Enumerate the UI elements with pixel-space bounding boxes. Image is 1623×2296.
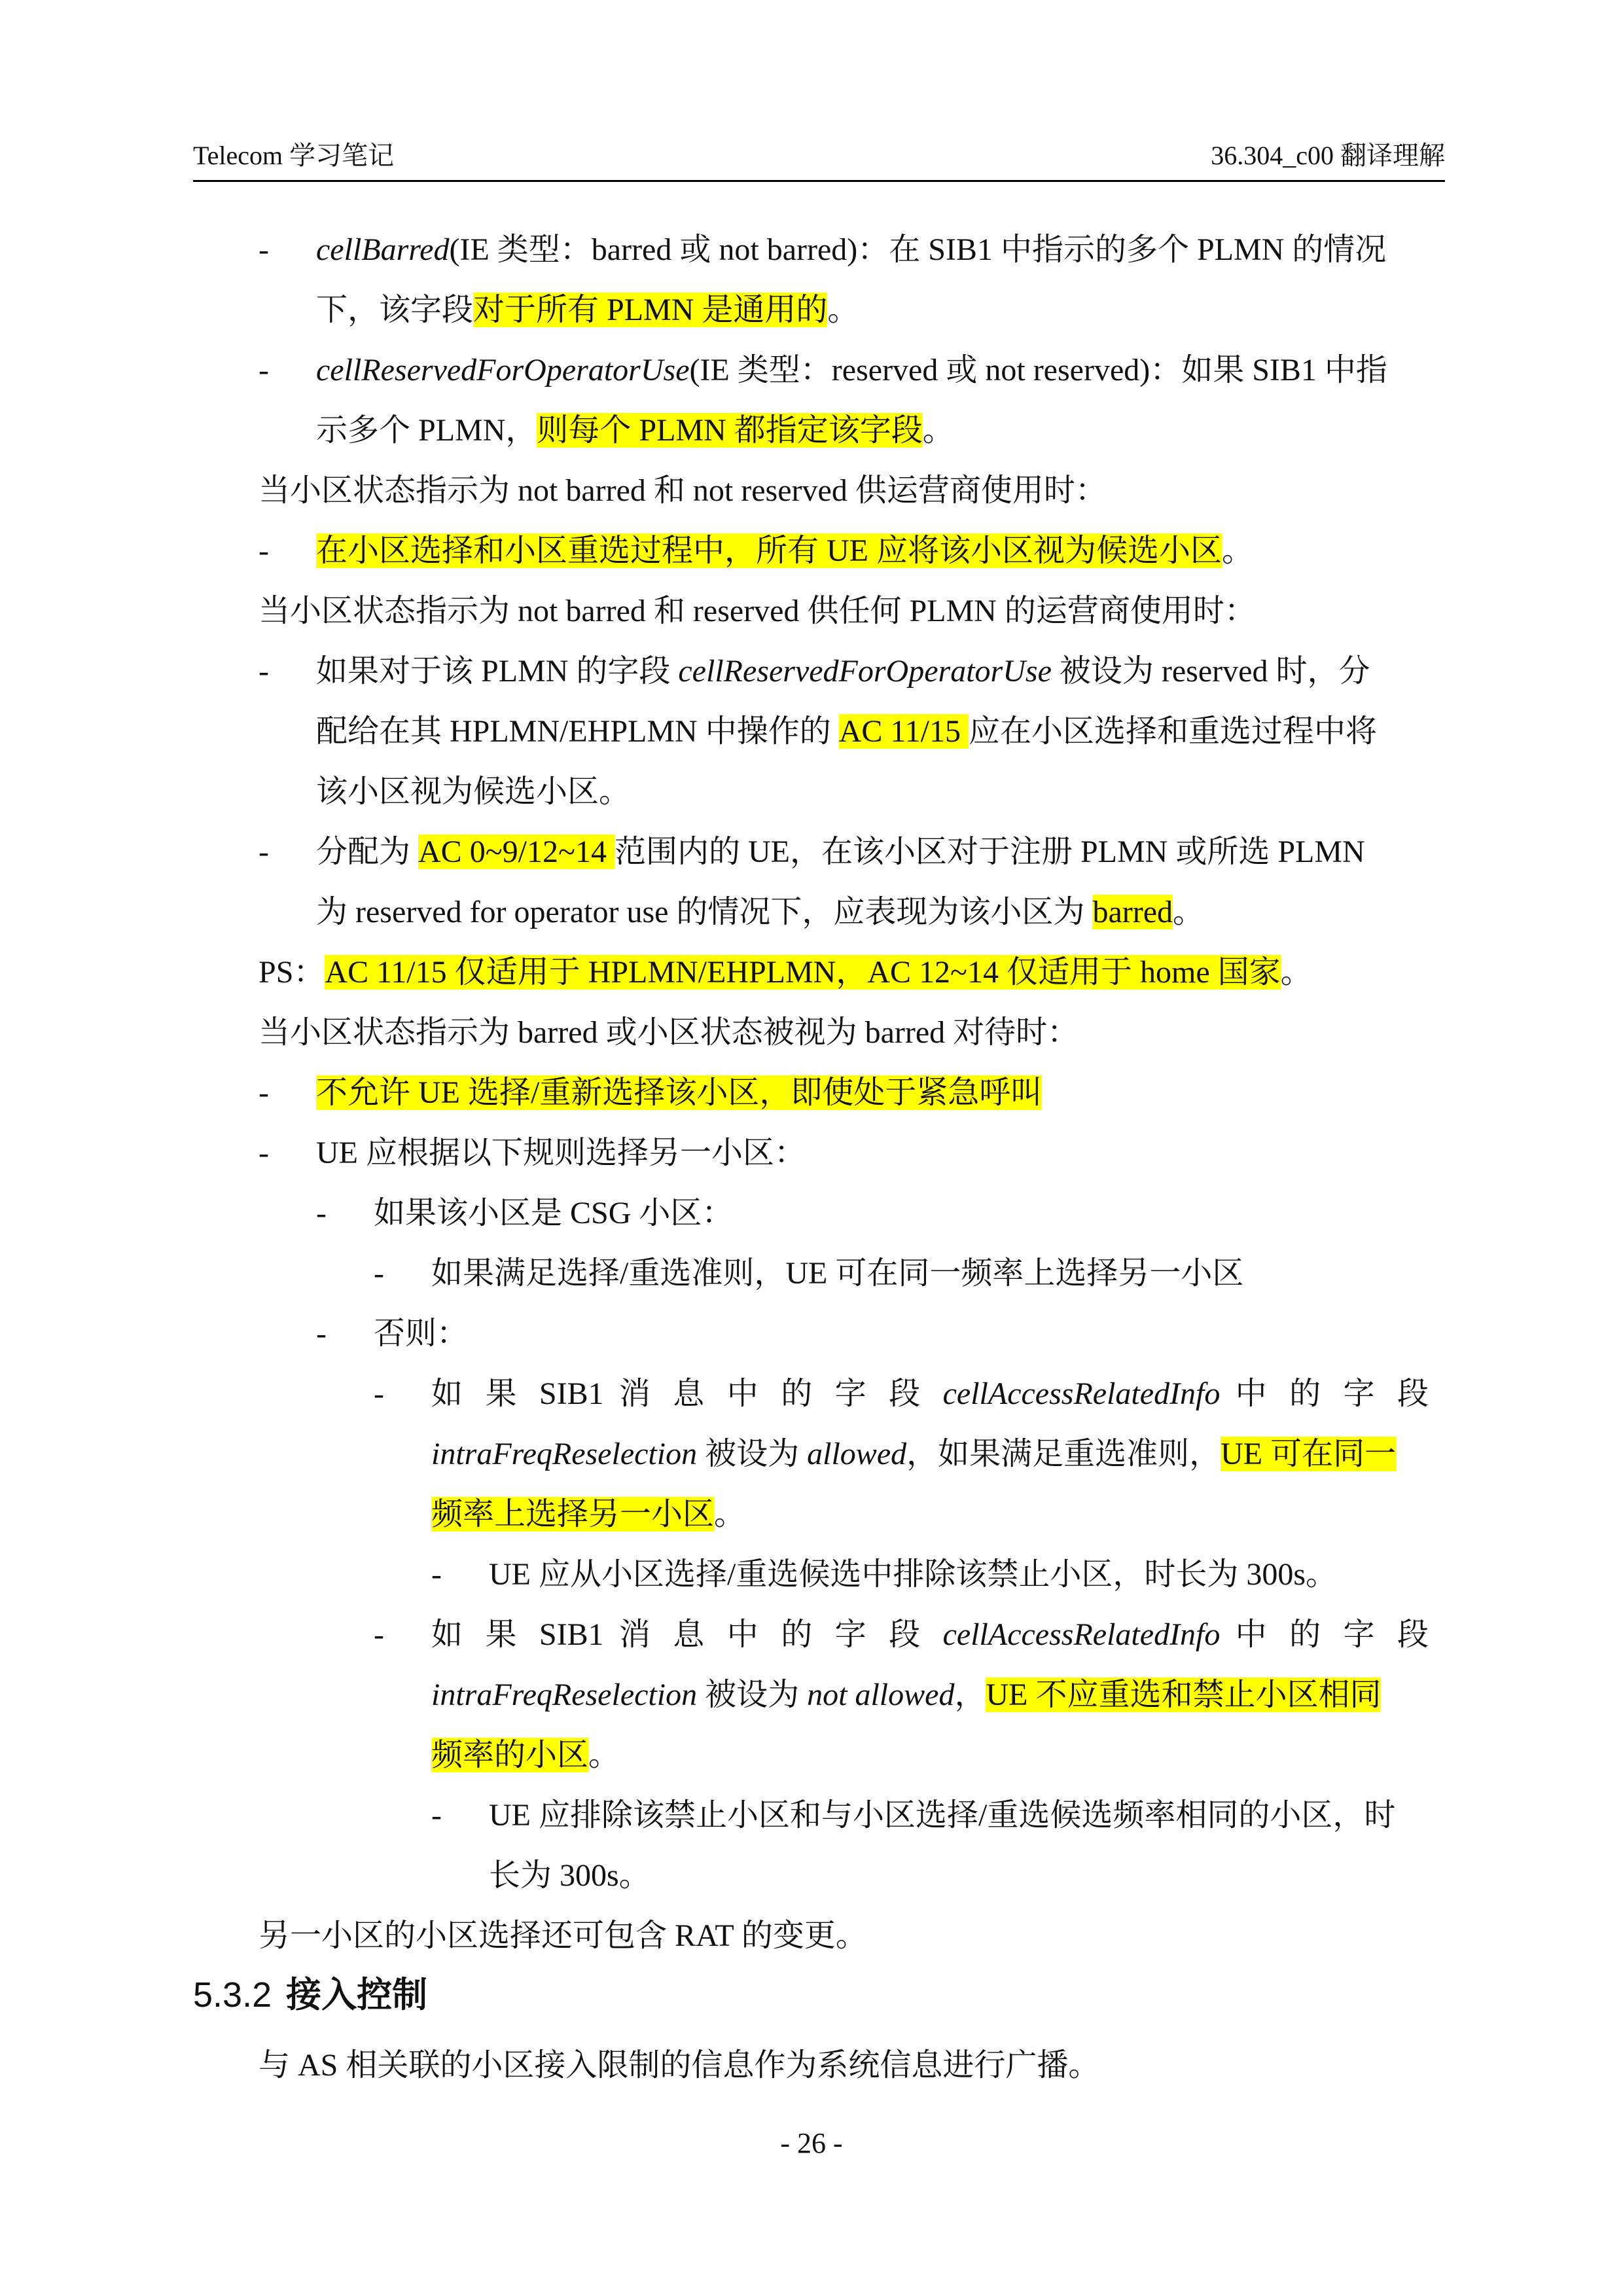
cellbarred-line-1: cellBarred(IE 类型：barred 或 not barred)：在 SIB1 中指示的多个 PLMN 的情况 — [316, 232, 1387, 267]
bullet-dash: - — [259, 533, 269, 568]
case2-b-line-2: 为 reserved for operator use 的情况下，应表现为该小区为 barred。 — [316, 895, 1205, 929]
bullet-dash: - — [259, 1075, 269, 1110]
rat-note: 另一小区的小区选择还可包含 RAT 的变更。 — [259, 1918, 867, 1953]
field-name: cellReservedForOperatorUse — [678, 654, 1052, 689]
csg-rule: 如果满足选择/重选准则，UE 可在同一频率上选择另一小区 — [431, 1256, 1244, 1291]
cellreserved-line-2: 示多个 PLMN，则每个 PLMN 都指定该字段。 — [316, 413, 954, 448]
highlighted-text: AC 0~9/12~14 — [418, 834, 615, 869]
highlighted-text: AC 11/15 仅适用于 HPLMN/EHPLMN，AC 12~14 仅适用于 home 国家 — [325, 955, 1281, 990]
bullet-dash: - — [374, 1376, 384, 1411]
not-allowed-sub-line-1: UE 应排除该禁止小区和与小区选择/重选候选频率相同的小区，时 — [489, 1798, 1396, 1833]
bullet-dash: - — [259, 353, 269, 387]
section-heading — [193, 1962, 427, 2028]
highlighted-text: 不允许 UE 选择/重新选择该小区，即使处于紧急呼叫 — [316, 1075, 1043, 1110]
header-title: Telecom 学习笔记 — [193, 141, 395, 170]
bullet-dash: - — [259, 654, 269, 689]
case3-a — [316, 1063, 1042, 1123]
bullet-dash: - — [431, 1798, 442, 1833]
bullet-dash: - — [316, 1196, 327, 1230]
case2-b-line-1: 分配为 AC 0~9/12~14 范围内的 UE，在该小区对于注册 PLMN 或所选 PLMN — [316, 834, 1365, 869]
field-name: cellReservedForOperatorUse — [316, 353, 690, 387]
highlighted-text: 则每个 PLMN 都指定该字段 — [537, 413, 923, 448]
highlighted-text: 频率上选择另一小区 — [431, 1497, 715, 1532]
otherwise: 否则： — [374, 1316, 469, 1351]
field-value: not allowed — [807, 1677, 955, 1712]
field-name: intraFreqReselection — [431, 1437, 698, 1471]
bullet-dash: - — [374, 1256, 384, 1291]
allowed-sub: UE 应从小区选择/重选候选中排除该禁止小区，时长为 300s。 — [489, 1557, 1338, 1592]
highlighted-text: 对于所有 PLMN 是通用的 — [473, 293, 828, 327]
section-title: 接入控制 — [286, 1975, 428, 2015]
case3-intro: 当小区状态指示为 barred 或小区状态被视为 barred 对待时： — [259, 1015, 1079, 1050]
highlighted-text: 频率的小区 — [431, 1738, 589, 1772]
bullet-dash: - — [431, 1557, 442, 1592]
cellreserved-line-1: cellReservedForOperatorUse(IE 类型：reserved 或 not reserved)：如果 SIB1 中指 — [316, 353, 1387, 387]
case2-a-line-3: 该小区视为候选小区。 — [316, 774, 631, 809]
section-body: 与 AS 相关联的小区接入限制的信息作为系统信息进行广播。 — [259, 2048, 1100, 2083]
bullet-dash: - — [259, 1136, 269, 1170]
bullet-dash: - — [374, 1617, 384, 1652]
highlighted-text: UE 不应重选和禁止小区相同 — [986, 1677, 1382, 1712]
case3-b: UE 应根据以下规则选择另一小区： — [316, 1136, 806, 1170]
case1-item: 在小区选择和小区重选过程中，所有 UE 应将该小区视为候选小区。 — [316, 533, 1254, 568]
page-number: - 26 - — [780, 2127, 843, 2159]
bullet-dash: - — [259, 834, 269, 869]
not-allowed-sub-line-2: 长为 300s。 — [489, 1858, 651, 1893]
allowed-line-1: 如 果 SIB1 消 息 中 的 字 段 cellAccessRelatedInfo 中 的 字 段 — [431, 1376, 1429, 1411]
allowed-line-3: 频率上选择另一小区。 — [431, 1497, 746, 1532]
not-allowed-line-2: intraFreqReselection 被设为 not allowed，UE 不应重选和禁止小区相同 — [431, 1677, 1382, 1712]
csg-condition: 如果该小区是 CSG 小区： — [374, 1196, 734, 1230]
field-value: allowed — [807, 1437, 907, 1471]
case2-intro: 当小区状态指示为 not barred 和 reserved 供任何 PLMN 的运营商使用时： — [259, 594, 1256, 628]
section-number: 5.3.2 — [193, 1975, 272, 2015]
highlighted-text: barred — [1092, 895, 1173, 929]
case2-a-line-1: 如果对于该 PLMN 的字段 cellReservedForOperatorUse 被设为 reserved 时，分 — [316, 654, 1370, 689]
field-name: cellAccessRelatedInfo — [942, 1617, 1221, 1652]
highlighted-text: 在小区选择和小区重选过程中，所有 UE 应将该小区视为候选小区 — [316, 533, 1222, 568]
page-header — [193, 134, 1445, 182]
allowed-line-2: intraFreqReselection 被设为 allowed，如果满足重选准则，UE 可在同一 — [431, 1437, 1397, 1471]
case2-a-line-2: 配给在其 HPLMN/EHPLMN 中操作的 AC 11/15 应在小区选择和重选过程中将 — [316, 714, 1377, 749]
field-name: cellBarred — [316, 232, 450, 267]
bullet-dash: - — [259, 232, 269, 267]
header-doc-id: 36.304_c00 翻译理解 — [1211, 141, 1445, 170]
bullet-dash: - — [316, 1316, 327, 1351]
highlighted-text: UE 可在同一 — [1221, 1437, 1397, 1471]
cellbarred-line-2: 下，该字段对于所有 PLMN 是通用的。 — [316, 293, 859, 327]
case1-intro: 当小区状态指示为 not barred 和 not reserved 供运营商使用时： — [259, 473, 1107, 508]
not-allowed-line-1: 如 果 SIB1 消 息 中 的 字 段 cellAccessRelatedInfo 中 的 字 段 — [431, 1617, 1429, 1652]
field-name: intraFreqReselection — [431, 1677, 698, 1712]
ps-note: PS：AC 11/15 仅适用于 HPLMN/EHPLMN，AC 12~14 仅适用于 home 国家。 — [259, 955, 1312, 990]
field-name: cellAccessRelatedInfo — [942, 1376, 1221, 1411]
not-allowed-line-3: 频率的小区。 — [431, 1738, 620, 1772]
highlighted-text: AC 11/15 — [838, 714, 969, 749]
